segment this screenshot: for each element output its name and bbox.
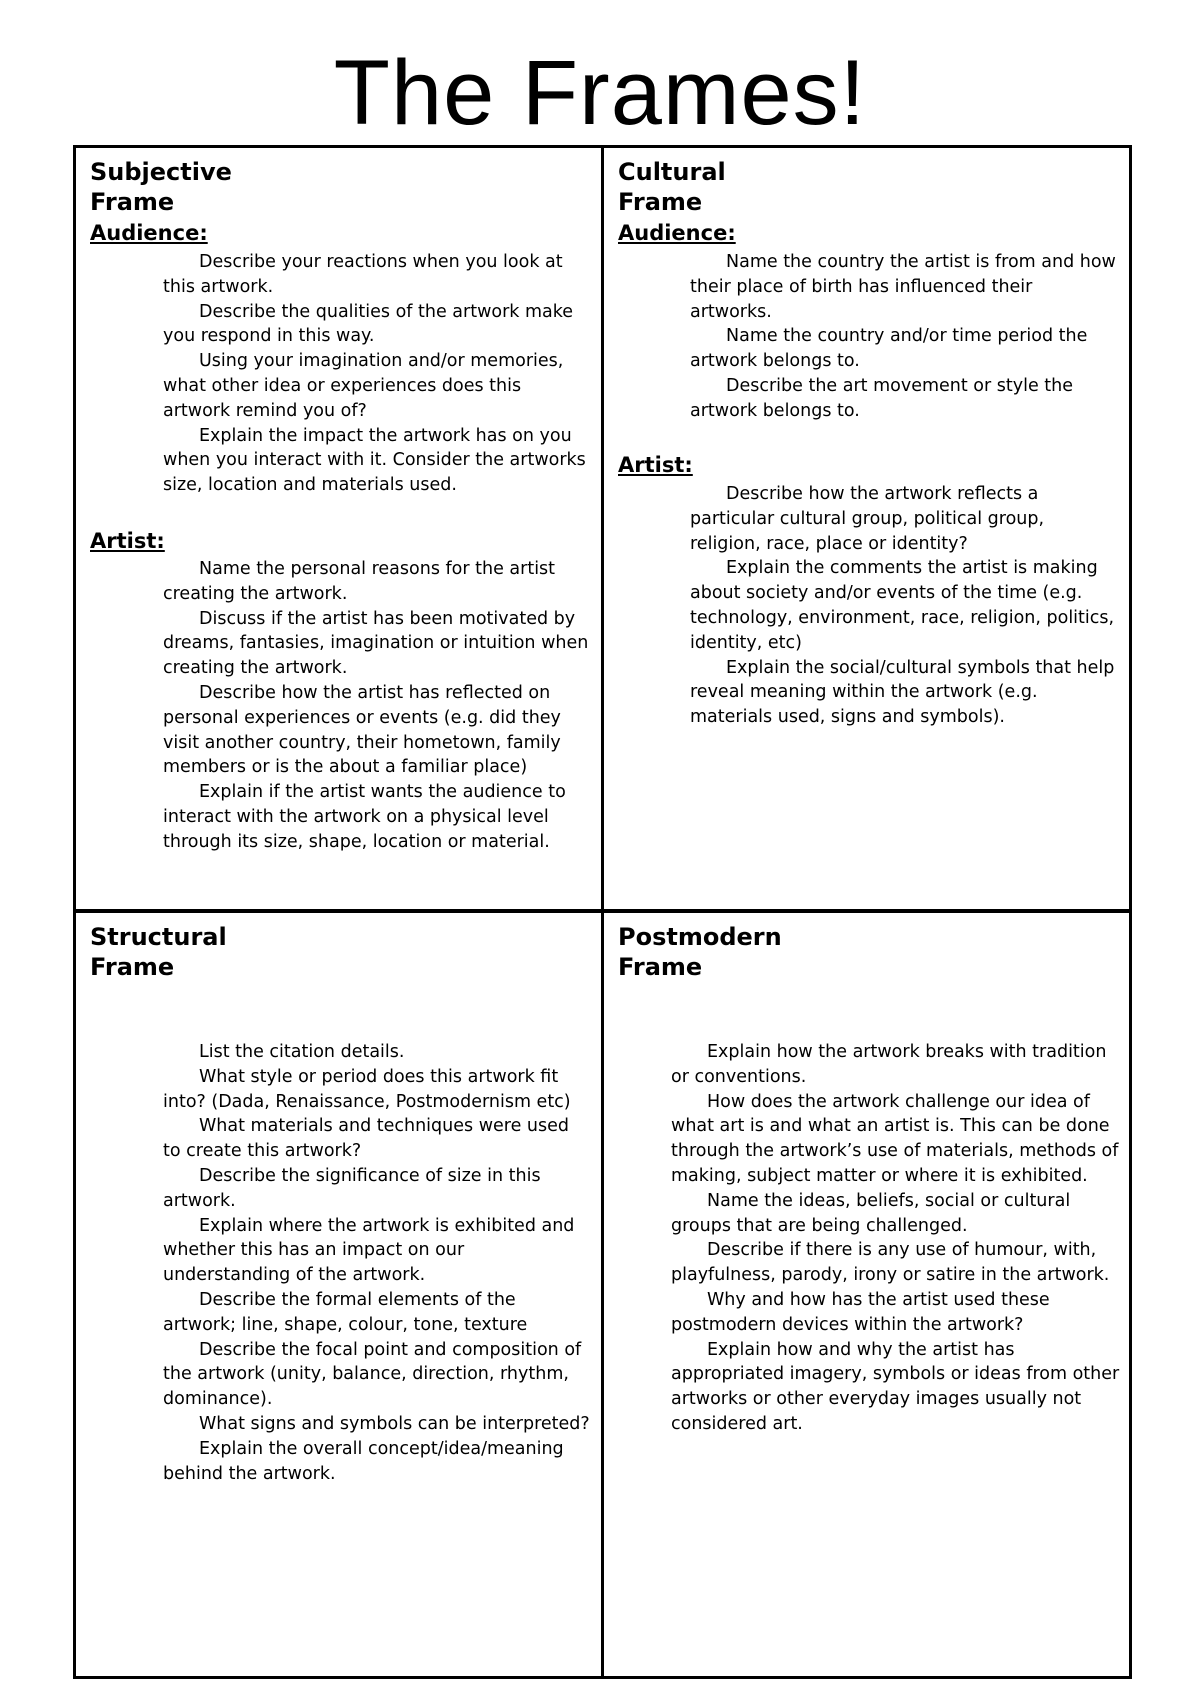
list-item: Describe the qualities of the artwork make you respond in this way. [163, 301, 574, 347]
list-item: Name the ideas, beliefs, social or cultural groups that are being challenged. [671, 1190, 1071, 1236]
list-item: What materials and techniques were used to create this artwork? [163, 1116, 569, 1162]
subjective-audience-heading: Audience: [90, 221, 208, 245]
list-item: Explain if the artist wants the audience to interact with the artwork on a physical level through its size, shape, location or material. [163, 782, 566, 852]
cultural-artist-list [690, 482, 1118, 730]
list-item: Using your imagination and/or memories, what other idea or experiences does this artwork remind you of? [163, 351, 564, 421]
list-item: Discuss if the artist has been motivated by dreams, fantasies, imagination or intuition when creating the artwork. [163, 608, 589, 679]
cultural-audience-list [690, 250, 1118, 424]
subjective-artist-list [163, 557, 589, 855]
list-item: Explain the comments the artist is making about society and/or events of the time (e.g. technology, environment, race, religion, politics, identity, etc) [690, 558, 1115, 653]
list-item: Describe the art movement or style the artwork belongs to. [690, 375, 1074, 421]
list-item: Describe if there is any use of humour, with, playfulness, parody, irony or satire in the artwork. [671, 1240, 1110, 1286]
list-item: Name the personal reasons for the artist creating the artwork. [163, 559, 556, 604]
subjective-artist-heading: Artist: [90, 529, 165, 553]
list-item: What signs and symbols can be interpreted? [199, 1413, 590, 1434]
postmodern-list [671, 1040, 1123, 1437]
list-item: Describe how the artist has reflected on personal experiences or events (e.g. did they visit another country, their hometown, family members or is the about a familiar place) [163, 682, 561, 778]
list-item: Explain where the artwork is exhibited and whether this has an impact on our understanding of the artwork. [163, 1215, 575, 1286]
postmodern-frame-title: Postmodern Frame [618, 923, 782, 981]
cultural-audience-heading: Audience: [618, 221, 736, 245]
list-item: Explain the impact the artwork has on you when you interact with it. Consider the artworks size, location and materials used. [163, 425, 586, 496]
list-item: Describe the focal point and composition of the artwork (unity, balance, direction, rhythm, dominance). [163, 1339, 582, 1410]
list-item: Explain how and why the artist has appropriated imagery, symbols or ideas from other artworks or other everyday images usually not considered art. [671, 1339, 1120, 1434]
cultural-artist-heading: Artist: [618, 453, 693, 477]
list-item: Describe your reactions when you look at this artwork. [163, 252, 563, 297]
subjective-audience-list [163, 250, 589, 498]
list-item: Explain how the artwork breaks with tradition or conventions. [671, 1042, 1107, 1087]
structural-frame-title: Structural Frame [90, 923, 227, 981]
structural-list [163, 1040, 591, 1486]
list-item: Describe how the artwork reflects a particular cultural group, political group, religion, race, place or identity? [690, 484, 1045, 554]
row-divider [73, 909, 1132, 913]
list-item: How does the artwork challenge our idea of what art is and what an artist is. This can be done through the artwork’s use of materials, methods of making, subject matter or where it is exhibited. [671, 1091, 1119, 1186]
page-title: The Frames! [333, 42, 867, 144]
list-item: List the citation details. [199, 1042, 405, 1062]
subjective-frame-title: Subjective Frame [90, 158, 232, 216]
list-item: Describe the significance of size in this artwork. [163, 1165, 541, 1211]
list-item: Name the country and/or time period the artwork belongs to. [690, 326, 1088, 372]
list-item: Describe the formal elements of the artwork; line, shape, colour, tone, texture [163, 1289, 528, 1335]
list-item: Name the country the artist is from and how their place of birth has influenced their artworks. [690, 252, 1116, 322]
list-item: Explain the overall concept/idea/meaning behind the artwork. [163, 1438, 564, 1484]
cultural-frame-title: Cultural Frame [618, 158, 726, 216]
list-item: Why and how has the artist used these postmodern devices within the artwork? [671, 1289, 1050, 1335]
list-item: Explain the social/cultural symbols that help reveal meaning within the artwork (e.g. materials used, signs and symbols). [690, 657, 1115, 728]
list-item: What style or period does this artwork fit into? (Dada, Renaissance, Postmodernism etc) [163, 1066, 571, 1112]
